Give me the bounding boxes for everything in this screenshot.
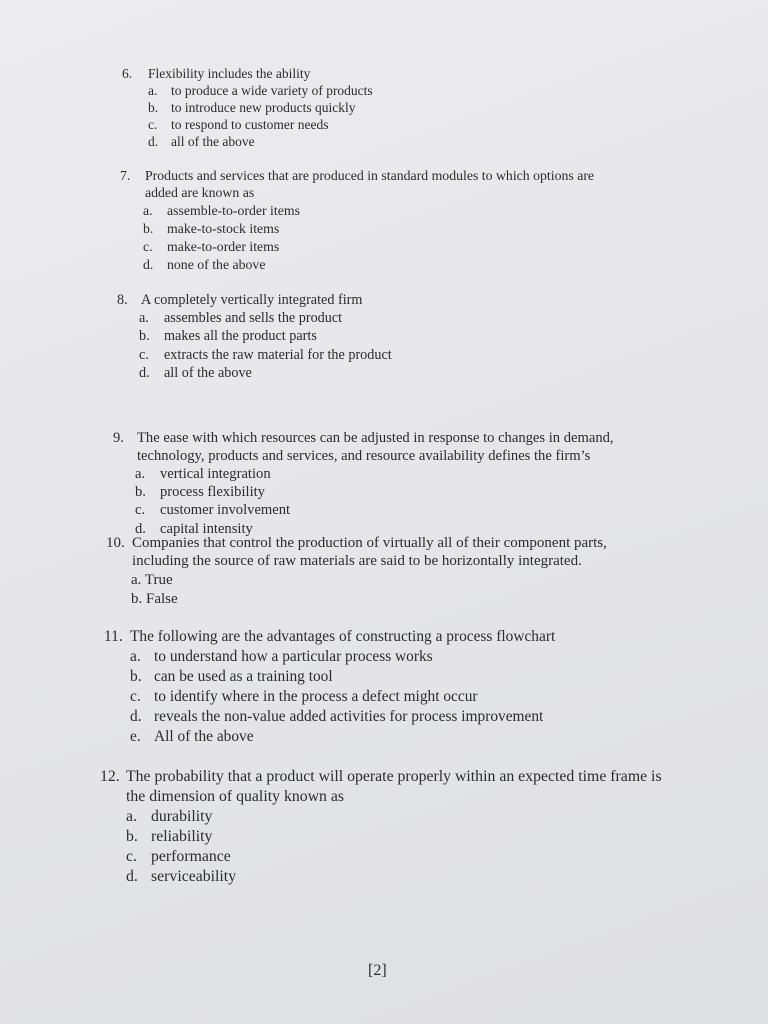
option-letter: d.: [148, 133, 159, 149]
question-stem: Products and services that are produced in standard modules to which options are: [145, 167, 595, 183]
answer-option: [131, 573, 173, 588]
question-number: 9.: [113, 430, 124, 447]
option-letter: d.: [139, 365, 150, 382]
option-letter: d.: [143, 256, 154, 272]
option-letter: b.: [148, 99, 159, 115]
option-letter: b.: [143, 220, 154, 236]
option-text: performance: [151, 847, 231, 865]
option-letter: a.: [126, 807, 137, 825]
question-stem: The following are the advantages of constructing a process flowchart: [130, 627, 556, 645]
option-text: to identify where in the process a defect might occur: [154, 687, 478, 705]
option-text: customer involvement: [160, 502, 291, 519]
option-text: vertical integration: [160, 466, 271, 483]
page-number: [2]: [368, 962, 387, 979]
option-letter: b.: [139, 328, 150, 345]
option-text: durability: [151, 807, 213, 825]
option-letter: b.: [130, 667, 142, 685]
question-stem: including the source of raw materials are said to be horizontally integrated.: [132, 553, 582, 569]
option-letter: d.: [126, 867, 138, 885]
question-number: 11.: [104, 627, 123, 645]
option-letter: a.: [131, 572, 142, 588]
option-letter: c.: [130, 687, 141, 705]
question-stem: Flexibility includes the ability: [148, 65, 311, 81]
option-letter: c.: [148, 116, 158, 132]
question-stem: A completely vertically integrated firm: [141, 292, 363, 309]
question-stem: the dimension of quality known as: [126, 787, 345, 805]
option-letter: c.: [126, 847, 137, 865]
option-text: to respond to customer needs: [171, 116, 329, 132]
option-text: reveals the non-value added activities for process improvement: [154, 707, 544, 725]
option-letter: c.: [143, 238, 153, 254]
question-number: 8.: [117, 292, 128, 309]
option-text: process flexibility: [160, 484, 265, 501]
option-letter: b.: [135, 484, 146, 501]
option-letter: a.: [143, 202, 153, 218]
option-letter: d.: [130, 707, 142, 725]
option-text: to produce a wide variety of products: [171, 82, 373, 98]
option-text: assemble-to-order items: [167, 202, 300, 218]
answer-option: [131, 592, 178, 607]
option-text: serviceability: [151, 867, 237, 885]
option-letter: a.: [130, 647, 141, 665]
option-letter: d.: [135, 521, 146, 538]
option-letter: c.: [139, 347, 149, 364]
question-number: 6.: [122, 65, 133, 81]
option-text: to understand how a particular process works: [154, 647, 433, 665]
option-text: can be used as a training tool: [154, 667, 333, 685]
option-letter: a.: [148, 82, 158, 98]
option-text: capital intensity: [160, 521, 253, 538]
option-text: makes all the product parts: [164, 328, 317, 345]
option-text: True: [144, 572, 173, 588]
option-letter: a.: [139, 310, 149, 327]
option-letter: e.: [130, 727, 141, 745]
question-number: 12.: [100, 767, 120, 785]
question-stem: The ease with which resources can be adjusted in response to changes in demand,: [137, 430, 614, 447]
option-letter: b.: [131, 591, 143, 607]
option-text: assembles and sells the product: [164, 310, 343, 327]
question-number: 10.: [106, 535, 125, 551]
option-text: False: [146, 591, 178, 607]
question-number: 7.: [120, 167, 131, 183]
option-letter: a.: [135, 466, 146, 483]
option-text: make-to-order items: [167, 238, 280, 254]
option-text: all of the above: [164, 365, 252, 382]
question-stem: added are known as: [145, 184, 255, 200]
question-stem: technology, products and services, and resource availability defines the firm’s: [137, 448, 591, 465]
question-stem: Companies that control the production of virtually all of their component parts,: [132, 535, 607, 551]
option-text: All of the above: [154, 727, 254, 745]
option-text: none of the above: [167, 256, 266, 272]
option-text: extracts the raw material for the product: [164, 347, 392, 364]
option-text: reliability: [151, 827, 213, 845]
option-text: all of the above: [171, 133, 255, 149]
option-letter: c.: [135, 502, 146, 519]
option-text: make-to-stock items: [167, 220, 280, 236]
option-letter: b.: [126, 827, 138, 845]
option-text: to introduce new products quickly: [171, 99, 356, 115]
question-stem: The probability that a product will operate properly within an expected time frame is: [126, 767, 662, 785]
